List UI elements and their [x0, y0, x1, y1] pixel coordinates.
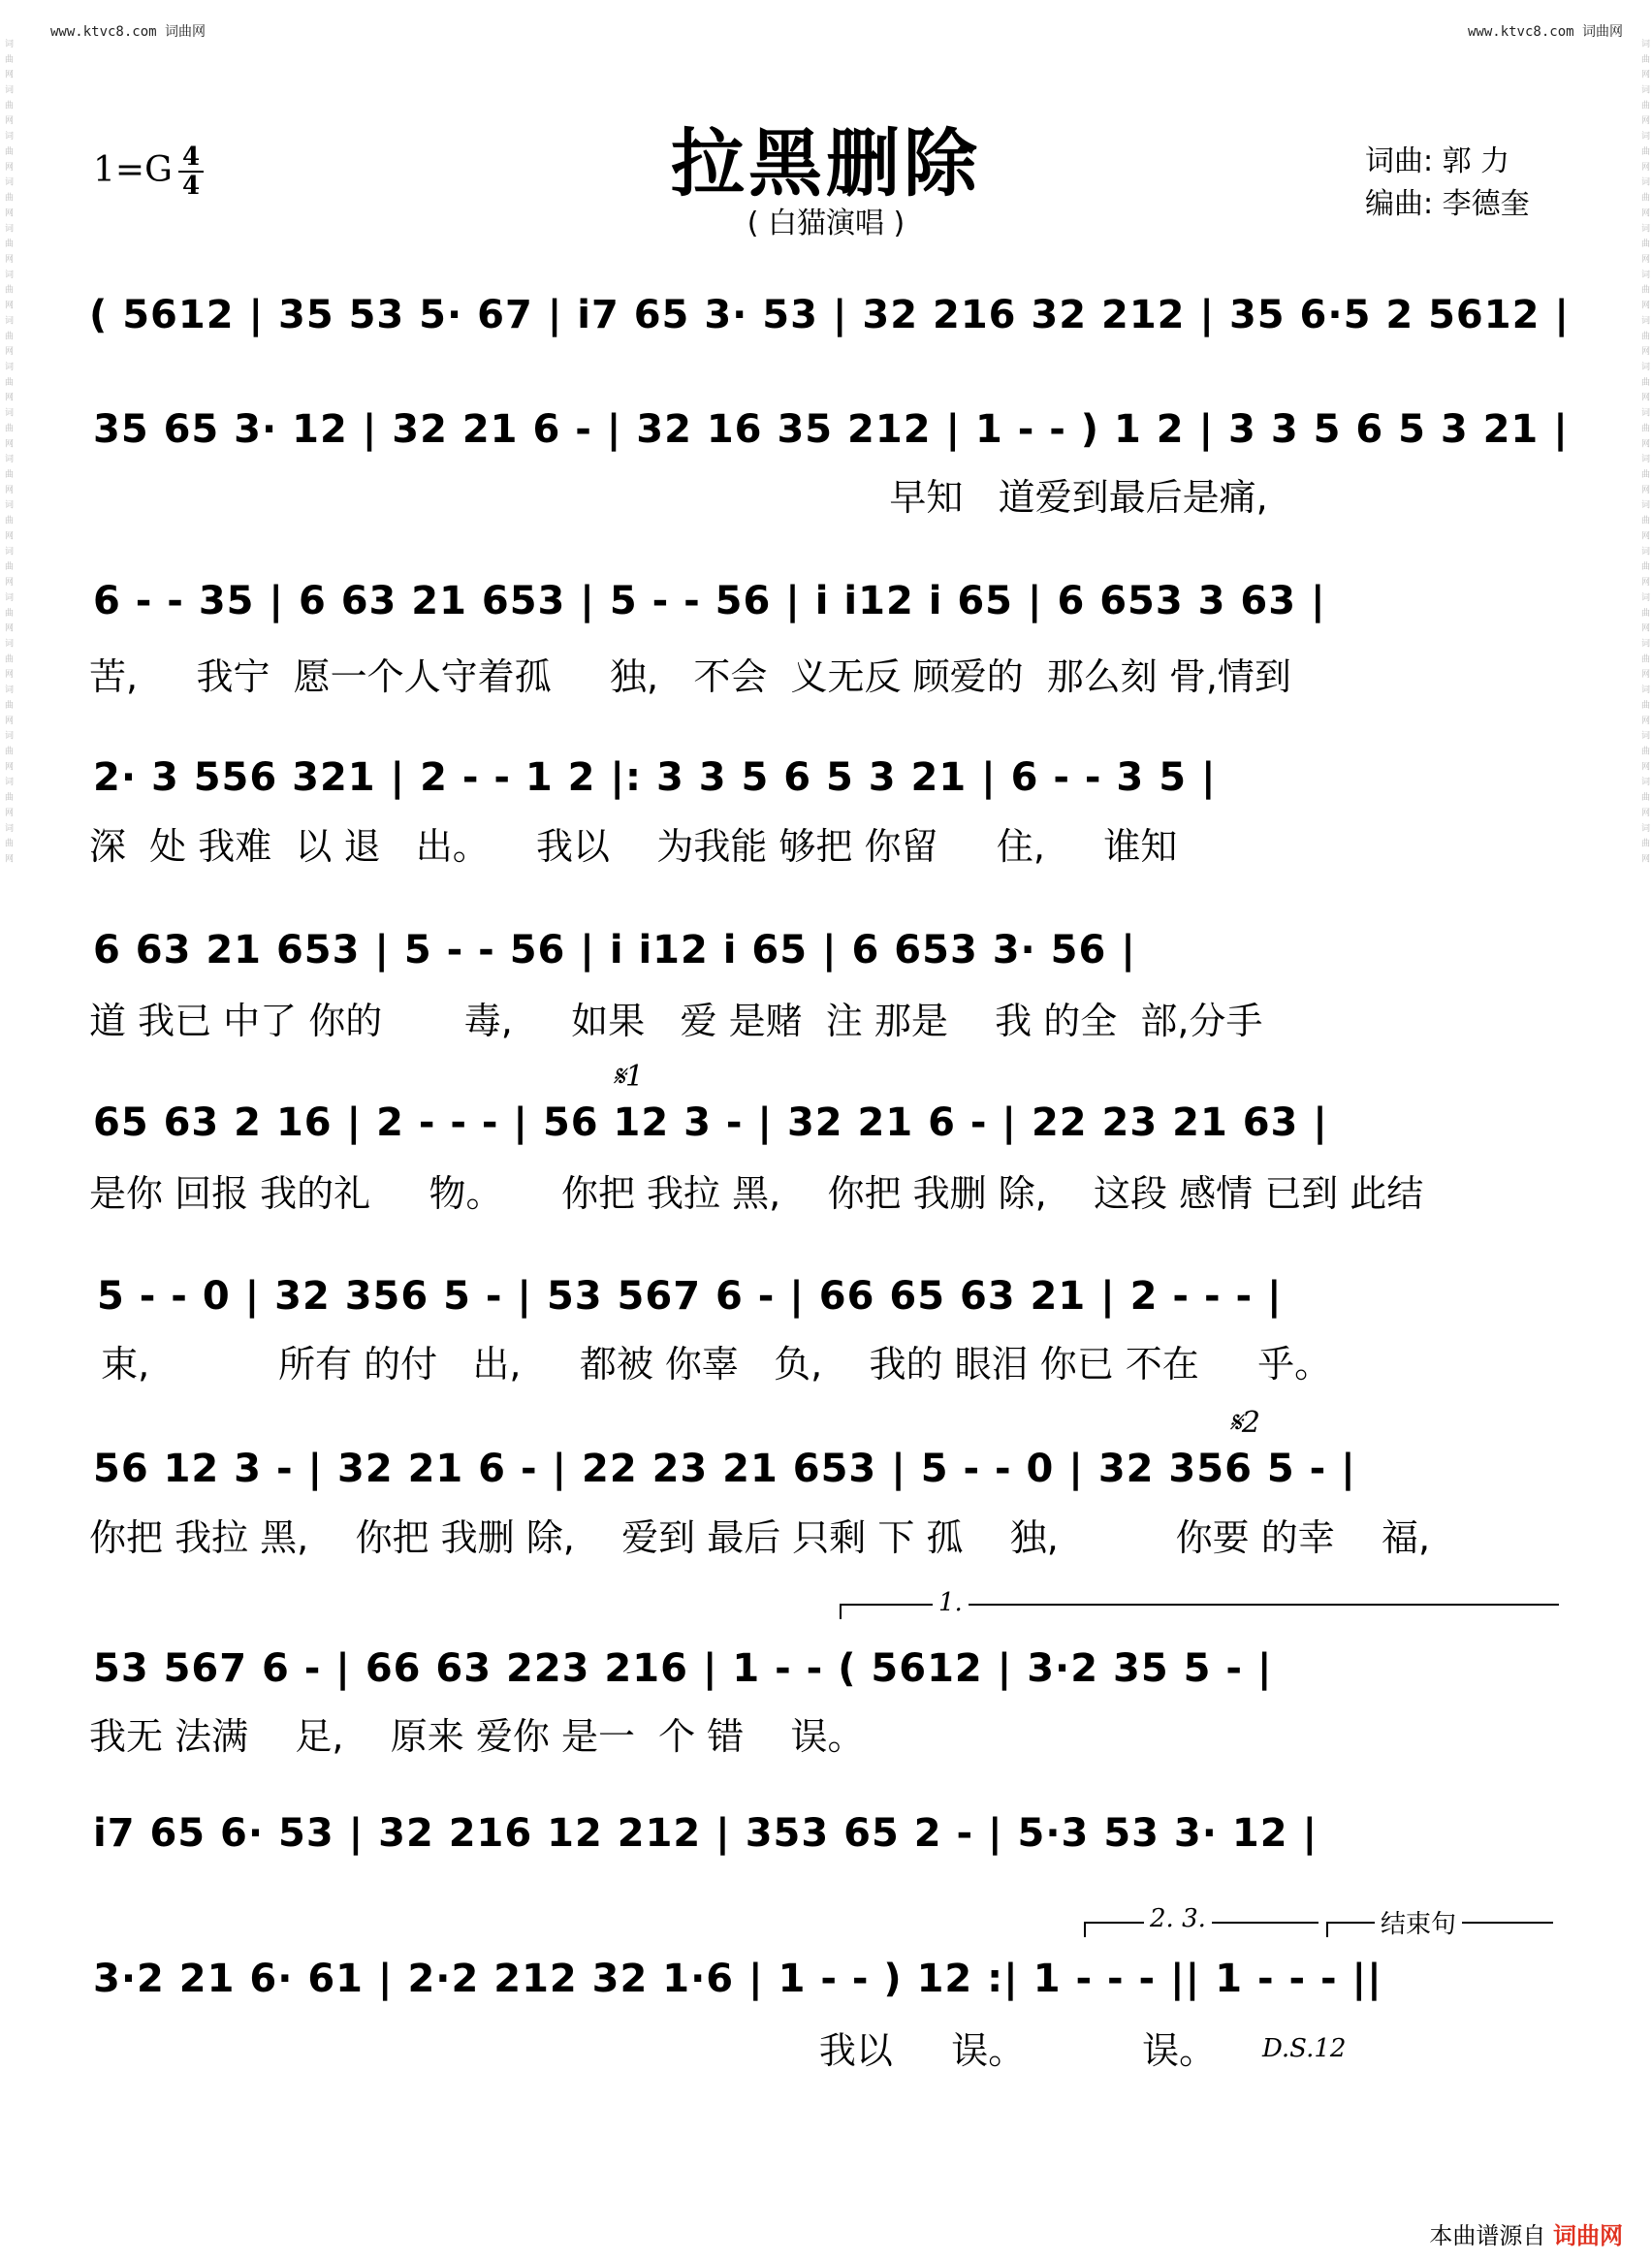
lyrics-line-3: 苦, 我宁 愿一个人守着孤 独, 不会 义无反 顾爱的 那么刻 骨,情到 — [89, 655, 1291, 698]
arranger-credit: 编曲: 李德奎 — [1365, 187, 1530, 221]
lyrics-line-8: 你把 我拉 黑, 你把 我删 除, 爱到 最后 只剩 下 孤 独, 你要 的幸 福, — [89, 1516, 1431, 1559]
time-signature — [175, 143, 207, 200]
volta-1-label: 1. — [933, 1588, 969, 1617]
footer-source — [1429, 2216, 1623, 2250]
score-system-8: 56 12 3 - | 32 21 6 - | 22 23 21 653 | 5 - - 0 | 32 356 5 - | — [93, 1447, 1356, 1491]
lyrics-line-2: 早知 道爱到最后是痛, — [93, 476, 1268, 519]
score-system-3: 6 - - 35 | 6 63 21 653 | 5 - - 56 | i i12 i 65 | 6 653 3 63 | — [93, 579, 1326, 623]
footer-source-text: 本曲谱源自 — [1429, 2222, 1546, 2249]
time-signature-top: 4 — [181, 143, 201, 172]
score-system-5: 6 63 21 653 | 5 - - 56 | i i12 i 65 | 6 653 3· 56 | — [93, 928, 1136, 972]
segno-2-mark: 𝄋2 — [1229, 1406, 1260, 1440]
lyrics-line-4: 深 处 我难 以 退 出。 我以 为我能 够把 你留 住, 谁知 — [89, 825, 1178, 868]
watermark-sidebar-right — [1638, 39, 1650, 2249]
watermark-sidebar-left — [2, 39, 14, 2249]
footer-brand-link[interactable]: 词曲网 — [1553, 2222, 1623, 2249]
key-signature: 1=G — [93, 150, 173, 190]
volta-23-label: 2. 3. — [1144, 1904, 1212, 1933]
score-system-9: 53 567 6 - | 66 63 223 216 | 1 - - ( 5612 | 3·2 35 5 - | — [93, 1646, 1273, 1691]
song-subtitle: ( 白猫演唱 ) — [747, 207, 905, 240]
site-url-right: www.ktvc8.com 词曲网 — [1467, 24, 1623, 40]
lyrics-line-6: 是你 回报 我的礼 物。 你把 我拉 黑, 你把 我删 除, 这段 感情 已到 此结 — [89, 1172, 1424, 1215]
score-system-1: ( 5612 | 35 53 5· 67 | i7 65 3· 53 | 32 216 32 212 | 35 6·5 2 5612 | — [89, 293, 1570, 337]
lyrics-line-7: 束, 所有 的付 出, 都被 你辜 负, 我的 眼泪 你已 不在 乎。 — [89, 1343, 1332, 1386]
lyricist-credit: 词曲: 郭 力 — [1365, 144, 1510, 178]
site-url-left: www.ktvc8.com 词曲网 — [50, 24, 206, 40]
watermark-text: 词 曲 网 词 曲 网 词 曲 网 词 曲 网 词 曲 网 词 曲 网 词 曲 网 词 曲 网 词 曲 网 词 曲 网 词 曲 网 词 曲 网 词 曲 网 词 曲 网 词 曲 网 词 曲 网 词 曲 网 词 曲 网 — [1639, 39, 1649, 865]
score-system-10: i7 65 6· 53 | 32 216 12 212 | 353 65 2 - | 5·3 53 3· 12 | — [93, 1811, 1318, 1856]
score-system-2: 35 65 3· 12 | 32 21 6 - | 32 16 35 212 | 1 - - ) 1 2 | 3 3 5 6 5 3 21 | — [93, 407, 1569, 452]
song-title: 拉黑删除 — [671, 120, 981, 207]
time-signature-bottom: 4 — [181, 172, 201, 201]
lyrics-line-5: 道 我已 中了 你的 毒, 如果 爱 是赌 注 那是 我 的全 部,分手 — [89, 1000, 1263, 1042]
watermark-text: 词 曲 网 词 曲 网 词 曲 网 词 曲 网 词 曲 网 词 曲 网 词 曲 网 词 曲 网 词 曲 网 词 曲 网 词 曲 网 词 曲 网 词 曲 网 词 曲 网 词 曲 网 词 曲 网 词 曲 网 词 曲 网 — [3, 39, 13, 865]
segno-1-mark: 𝄋1 — [613, 1060, 644, 1094]
score-system-4: 2· 3 556 321 | 2 - - 1 2 |: 3 3 5 6 5 3 21 | 6 - - 3 5 | — [93, 755, 1217, 800]
lyrics-line-9: 我无 法满 足, 原来 爱你 是一 个 错 误。 — [89, 1715, 865, 1758]
ds-mark: D.S.12 — [1262, 2034, 1347, 2063]
score-system-11: 3·2 21 6· 61 | 2·2 212 32 1·6 | 1 - - ) 12 :| 1 - - - || 1 - - - || — [93, 1957, 1382, 2001]
score-system-7: 5 - - 0 | 32 356 5 - | 53 567 6 - | 66 65 63 21 | 2 - - - | — [97, 1274, 1283, 1319]
score-system-6: 65 63 2 16 | 2 - - - | 56 12 3 - | 32 21 6 - | 22 23 21 63 | — [93, 1100, 1328, 1145]
credits — [1365, 141, 1530, 226]
lyrics-line-11: 我以 误。 误。 — [93, 2029, 1217, 2072]
ending-label: 结束句 — [1375, 1904, 1462, 1940]
